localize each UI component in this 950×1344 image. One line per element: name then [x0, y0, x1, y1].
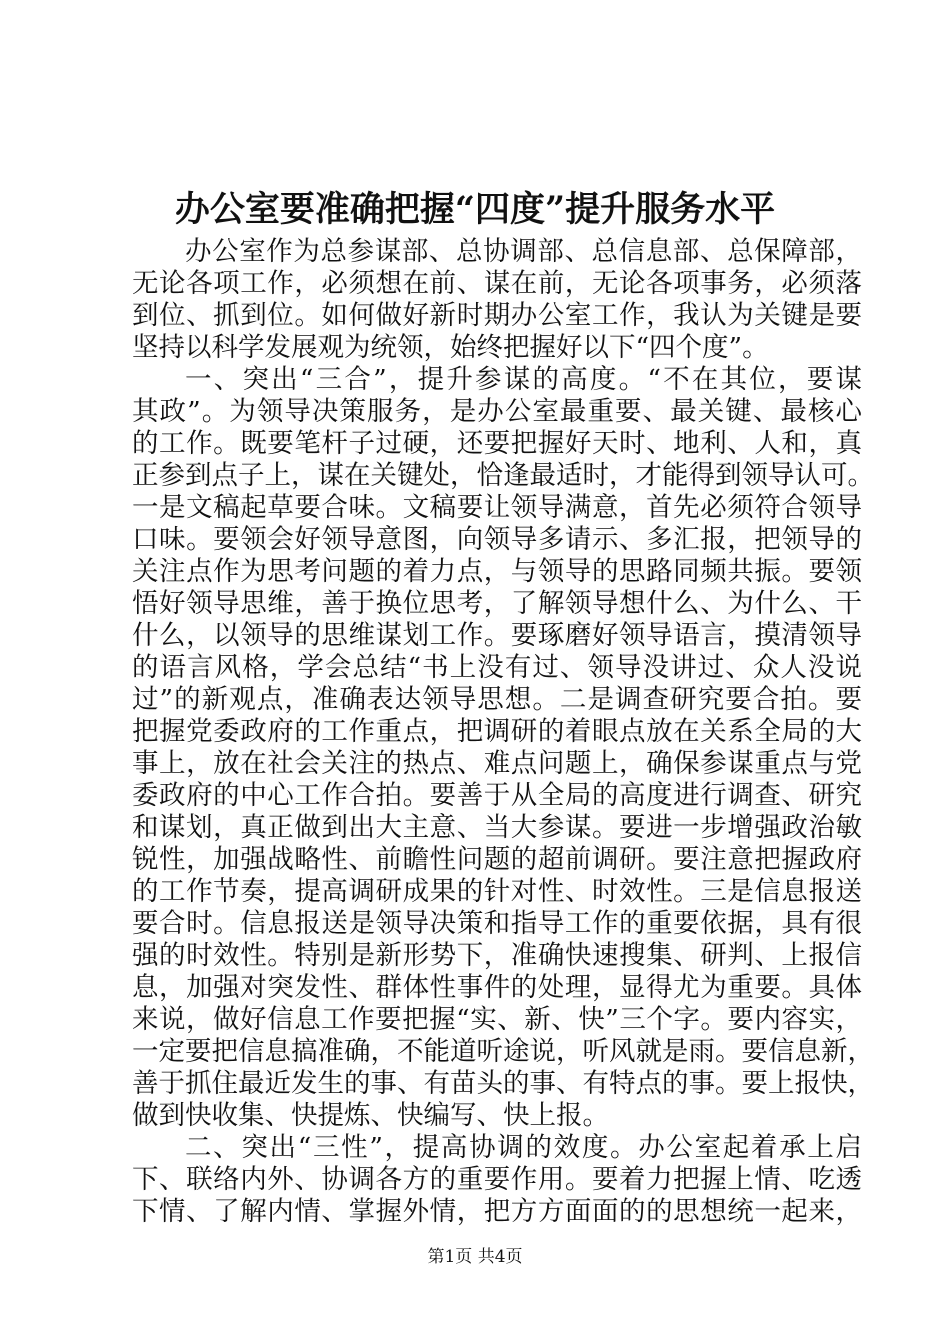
text-line: 办公室作为总参谋部、总协调部、总信息部、总保障部，: [185, 236, 862, 267]
intro-paragraph: [132, 236, 862, 364]
text-line: 过”的新观点，准确表达领导思想。二是调查研究要合拍。要: [132, 684, 862, 715]
text-line: 口味。要领会好领导意图，向领导多请示、多汇报，把领导的: [132, 524, 862, 555]
text-line: 要合时。信息报送是领导决策和指导工作的重要依据，具有很: [132, 908, 862, 939]
text-line: 的语言风格，学会总结“书上没有过、领导没讲过、众人没说: [132, 652, 862, 683]
text-line: 一定要把信息搞准确，不能道听途说，听风就是雨。要信息新，: [132, 1036, 874, 1067]
page-number: 第1页 共4页: [427, 1247, 523, 1267]
text-line: 善于抓住最近发生的事、有苗头的事、有特点的事。要上报快，: [132, 1068, 874, 1099]
text-line: 下、联络内外、协调各方的重要作用。要着力把握上情、吃透: [132, 1164, 862, 1195]
text-line: 坚持以科学发展观为统领，始终把握好以下“四个度”。: [132, 332, 769, 363]
text-line: 一、突出“三合”，提升参谋的高度。“不在其位，要谋: [185, 364, 862, 395]
text-line: 息，加强对突发性、群体性事件的处理，显得尤为重要。具体: [132, 972, 862, 1003]
text-line: 的工作。既要笔杆子过硬，还要把握好天时、地利、人和，真: [132, 428, 862, 459]
text-line: 一是文稿起草要合味。文稿要让领导满意，首先必须符合领导: [132, 492, 862, 523]
document-title: 办公室要准确把握“四度”提升服务水平: [174, 189, 776, 230]
text-line: 来说，做好信息工作要把握“实、新、快”三个字。要内容实，: [132, 1004, 862, 1035]
text-line: 无论各项工作，必须想在前、谋在前，无论各项事务，必须落: [132, 268, 862, 299]
text-line: 正参到点子上，谋在关键处，恰逢最适时，才能得到领导认可。: [132, 460, 874, 491]
text-line: 锐性，加强战略性、前瞻性问题的超前调研。要注意把握政府: [132, 844, 862, 875]
text-line: 强的时效性。特别是新形势下，准确快速搜集、研判、上报信: [132, 940, 862, 971]
text-line: 其政”。为领导决策服务，是办公室最重要、最关键、最核心: [132, 396, 862, 427]
document-body: [132, 236, 874, 1228]
text-line: 关注点作为思考问题的着力点，与领导的思路同频共振。要领: [132, 556, 862, 587]
text-line: 的工作节奏，提高调研成果的针对性、时效性。三是信息报送: [132, 876, 862, 907]
text-line: 下情、了解内情、掌握外情，把方方面面的的思想统一起来，: [132, 1196, 862, 1227]
text-line: 委政府的中心工作合拍。要善于从全局的高度进行调查、研究: [132, 780, 862, 811]
text-line: 二、突出“三性”，提高协调的效度。办公室起着承上启: [185, 1132, 862, 1163]
text-line: 到位、抓到位。如何做好新时期办公室工作，我认为关键是要: [132, 300, 862, 331]
text-line: 做到快收集、快提炼、快编写、快上报。: [132, 1100, 609, 1131]
text-line: 和谋划，真正做到出大主意、当大参谋。要进一步增强政治敏: [132, 812, 862, 843]
text-line: 什么，以领导的思维谋划工作。要琢磨好领导语言，摸清领导: [132, 620, 862, 651]
text-line: 悟好领导思维，善于换位思考，了解领导想什么、为什么、干: [132, 588, 862, 619]
text-line: 事上，放在社会关注的热点、难点问题上，确保参谋重点与党: [132, 748, 862, 779]
text-line: 把握党委政府的工作重点，把调研的着眼点放在关系全局的大: [132, 716, 862, 747]
section-one-paragraph: [132, 364, 874, 1132]
section-two-paragraph: [132, 1132, 862, 1228]
